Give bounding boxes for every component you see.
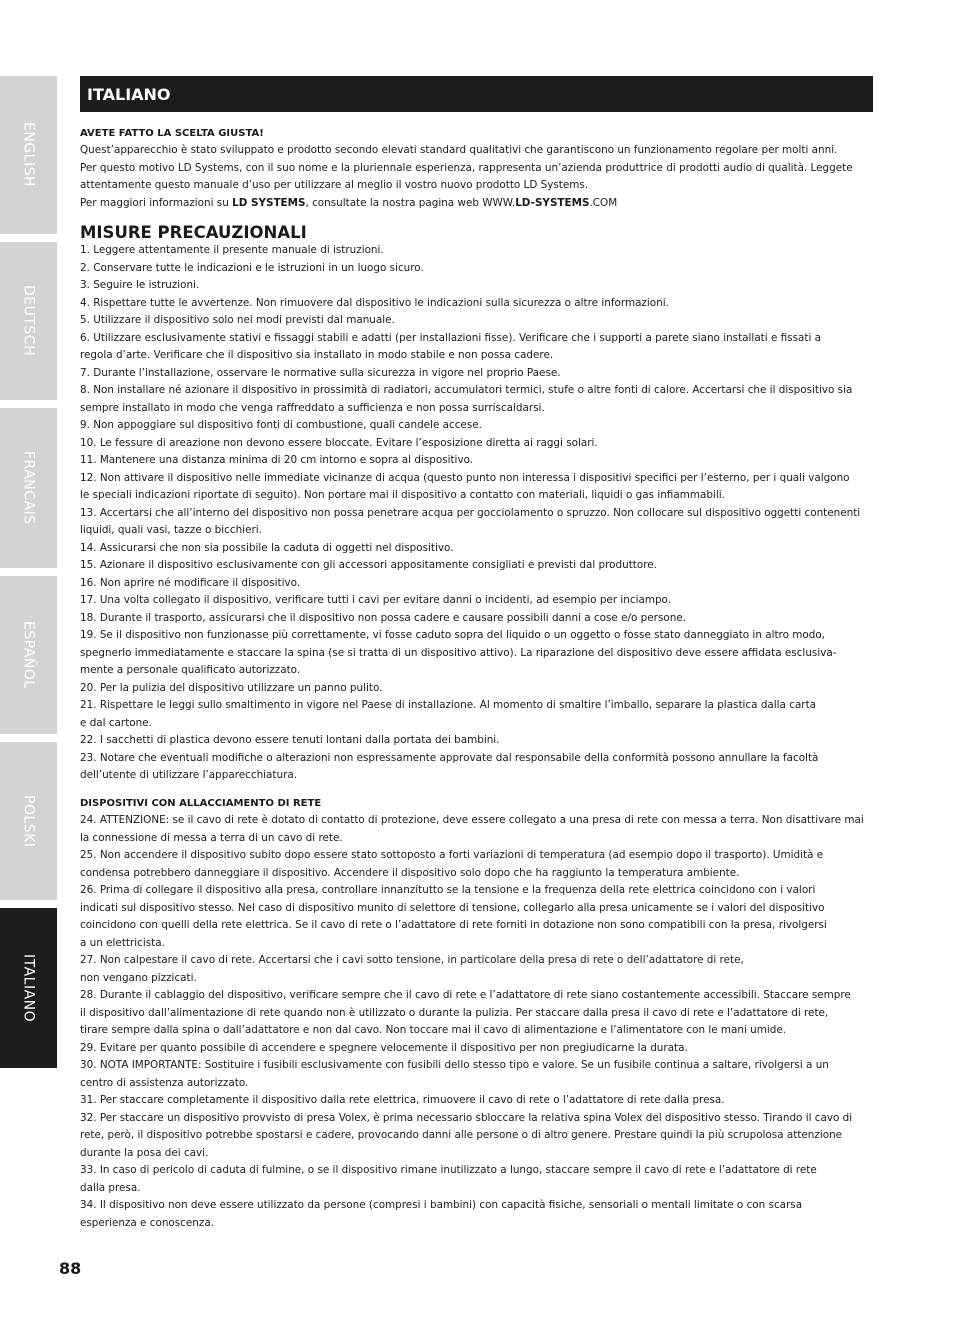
tab-english[interactable] bbox=[0, 76, 57, 234]
website-link[interactable]: LD-SYSTEMS bbox=[515, 196, 590, 209]
text-line: durante la posa dei cavi. bbox=[80, 1146, 209, 1159]
text-line: 22. I sacchetti di plastica devono essere tenuti lontani dalla portata dei bambini. bbox=[80, 734, 500, 746]
tab-polski[interactable] bbox=[0, 742, 57, 900]
text-line: il dispositivo dall’alimentazione di rete quando non è utilizzato o durante la pulizia. Per staccare dalla presa il cavo di rete e l’adattatore di rete, bbox=[80, 1006, 829, 1019]
tab-deutsch[interactable] bbox=[0, 242, 57, 400]
text-line: 14. Assicurarsi che non sia possibile la caduta di oggetti nel dispositivo. bbox=[80, 541, 454, 554]
text-line: 33. In caso di pericolo di caduta di fulmine, o se il dispositivo rimane inutilizzato a lungo, staccare sempre il cavo di rete e l’adattatore di rete bbox=[80, 1164, 817, 1176]
intro-line: Quest’apparecchio è stato sviluppato e prodotto secondo elevati standard qualitativi che garantiscono un funzionamento regolare per molti anni. bbox=[80, 144, 838, 156]
text-line: rete, però, il dispositivo potrebbe spostarsi e cadere, provocando danni alle persone o di altro genere. Prestare quindi la più scrupolosa attenzione bbox=[80, 1129, 843, 1141]
text-line: 11. Mantenere una distanza minima di 20 cm intorno e sopra al dispositivo. bbox=[80, 454, 474, 466]
text-line: 16. Non aprire né modificare il dispositivo. bbox=[80, 576, 301, 589]
text-line: 2. Conservare tutte le indicazioni e le istruzioni in un luogo sicuro. bbox=[80, 261, 424, 274]
text-line: 1. Leggere attentamente il presente manuale di istruzioni. bbox=[80, 244, 384, 256]
text-line: centro di assistenza autorizzato. bbox=[80, 1076, 249, 1089]
text-line: 15. Azionare il dispositivo esclusivamente con gli accessori appositamente consigliati e previsti dal produttore. bbox=[80, 559, 657, 571]
text-line: 8. Non installare né azionare il dispositivo in prossimità di radiatori, accumulatori termici, stufe o altre fonti di calore. Accertarsi che il dispositivo sia bbox=[80, 384, 853, 396]
text-line: le speciali indicazioni riportate di seguito). Non portare mai il dispositivo a contatto con materiali, liquidi o gas infiammabili. bbox=[80, 489, 725, 501]
text-line: regola d’arte. Verificare che il dispositivo sia installato in modo stabile e non possa cadere. bbox=[80, 349, 554, 361]
text-line: spegnerlo immediatamente e staccare la spina (se si tratta di un dispositivo attivo). La riparazione del dispositivo deve essere affidata esclusiva- bbox=[80, 646, 837, 659]
tab-label: FRANCAIS bbox=[20, 451, 37, 525]
text-line: sempre installato in modo che venga raffreddato a sufficienza e non possa surriscaldarsi. bbox=[80, 401, 545, 414]
text-line: 10. Le fessure di areazione non devono essere bloccate. Evitare l’esposizione diretta ai raggi solari. bbox=[80, 436, 598, 449]
intro-line: attentamente questo manuale d’uso per utilizzare al meglio il vostro nuovo prodotto LD Systems. bbox=[80, 179, 589, 191]
text-line: 30. NOTA IMPORTANTE: Sostituire i fusibili esclusivamente con fusibili dello stesso tipo e valore. Se un fusibile continua a saltare, rivolgersi a un bbox=[80, 1059, 829, 1071]
text-line: tirare sempre dalla spina o dall’adattatore e non dal cavo. Non toccare mai il cavo di alimentazione e l’alimentatore con le mani umide. bbox=[80, 1024, 787, 1036]
document-body bbox=[80, 125, 874, 1232]
text-line: 7. Durante l’installazione, osservare le normative sulla sicurezza in vigore nel proprio Paese. bbox=[80, 366, 561, 379]
text-line: non vengano pizzicati. bbox=[80, 971, 197, 984]
more-info-prefix: Per maggiori informazioni su bbox=[80, 196, 233, 209]
tab-espanol[interactable] bbox=[0, 576, 57, 734]
text-line: 6. Utilizzare esclusivamente stativi e fissaggi stabili e adatti (per installazioni fisse). Verificare che i supporti a parete siano installati e fissati a bbox=[80, 331, 822, 344]
text-line: 32. Per staccare un dispositivo provvisto di presa Volex, è prima necessario sbloccare la relativa spina Volex del dispositivo stesso. Tirando il cavo di bbox=[80, 1111, 853, 1124]
text-line: dell’utente di utilizzare l’apparecchiatura. bbox=[80, 769, 298, 781]
tab-label: DEUTSCH bbox=[20, 285, 37, 357]
text-line: 21. Rispettare le leggi sullo smaltimento in vigore nel Paese di installazione. Al momento di smaltire l’imballo, separare la plastica dalla carta bbox=[80, 699, 817, 711]
text-line: 3. Seguire le istruzioni. bbox=[80, 279, 200, 291]
tab-label: POLSKI bbox=[20, 794, 37, 848]
tab-label: ENGLISH bbox=[20, 122, 37, 188]
text-line: 12. Non attivare il dispositivo nelle immediate vicinanze di acqua (questo punto non interessa i dispositivi specifici per l’esterno, per i quali valgono bbox=[80, 471, 850, 484]
text-line: dalla presa. bbox=[80, 1181, 141, 1194]
text-line: 20. Per la pulizia del dispositivo utilizzare un panno pulito. bbox=[80, 681, 383, 694]
text-line: liquidi, quali vasi, tazze o bicchieri. bbox=[80, 524, 262, 536]
text-line: 23. Notare che eventuali modifiche o alterazioni non espressamente approvate dal responsabile della conformità possono annullare la facoltà bbox=[80, 751, 819, 764]
text-line: 26. Prima di collegare il dispositivo alla presa, controllare innanzitutto se la tensione e la frequenza della rete elettrica coincidono con i valori bbox=[80, 884, 816, 896]
mains-list bbox=[80, 812, 874, 1232]
text-line: 4. Rispettare tutte le avvertenze. Non rimuovere dal dispositivo le indicazioni sulla sicurezza o altre informazioni. bbox=[80, 296, 669, 309]
text-line: esperienza e conoscenza. bbox=[80, 1216, 214, 1229]
text-line: la connessione di messa a terra di un cavo di rete. bbox=[80, 831, 343, 844]
tab-francais[interactable] bbox=[0, 408, 57, 568]
page-number: 88 bbox=[59, 1259, 82, 1278]
text-line: e dal cartone. bbox=[80, 716, 152, 729]
tab-italiano[interactable] bbox=[0, 908, 57, 1068]
text-line: 28. Durante il cablaggio del dispositivo, verificare sempre che il cavo di rete e l’adattatore di rete siano costantemente accessibili. Staccare sempre bbox=[80, 989, 851, 1001]
text-line: 19. Se il dispositivo non funzionasse più correttamente, vi fosse caduto sopra del liquido o un oggetto o fosse stato danneggiato in altro modo, bbox=[80, 629, 825, 641]
text-line: mente a personale qualificato autorizzato. bbox=[80, 664, 301, 676]
text-line: 5. Utilizzare il dispositivo solo nei modi previsti dal manuale. bbox=[80, 314, 395, 326]
text-line: 25. Non accendere il dispositivo subito dopo essere stato sottoposto a forti variazioni di temperatura (ad esempio dopo il trasporto). Umidità e bbox=[80, 849, 824, 861]
intro-more-info bbox=[80, 195, 874, 213]
more-info-mid: , consultate la nostra pagina web WWW. bbox=[305, 196, 516, 209]
text-line: 31. Per staccare completamente il dispositivo dalla rete elettrica, rimuovere il cavo di rete o l’adattatore di rete dalla presa. bbox=[80, 1094, 725, 1106]
text-line: 13. Accertarsi che all’interno del dispositivo non possa penetrare acqua per gocciolamento o spruzzo. Non collocare sul dispositivo oggetti contenenti bbox=[80, 506, 861, 519]
section-header-bar bbox=[80, 76, 873, 112]
text-line: a un elettricista. bbox=[80, 936, 165, 949]
precautions-title: MISURE PRECAUZIONALI bbox=[80, 223, 307, 242]
text-line: coincidono con quelli della rete elettrica. Se il cavo di rete o l’adattatore di rete forniti in dotazione non sono compatibili con la presa, rivolgersi bbox=[80, 919, 827, 931]
intro-line: Per questo motivo LD Systems, con il suo nome e la pluriennale esperienza, rappresenta un’azienda produttrice di prodotti audio di qualità. Leggete bbox=[80, 161, 853, 174]
brand-name: LD SYSTEMS bbox=[232, 196, 306, 209]
tab-label: ESPAÑOL bbox=[20, 621, 37, 689]
intro-heading: AVETE FATTO LA SCELTA GIUSTA! bbox=[80, 128, 264, 139]
page-title: ITALIANO bbox=[87, 84, 171, 104]
precautions-list bbox=[80, 242, 874, 785]
text-line: 9. Non appoggiare sul dispositivo fonti di combustione, quali candele accese. bbox=[80, 419, 482, 431]
text-line: 29. Evitare per quanto possibile di accendere e spegnere velocemente il dispositivo per non pregiudicarne la durata. bbox=[80, 1041, 688, 1054]
tab-label: ITALIANO bbox=[20, 953, 37, 1023]
mains-title: DISPOSITIVI CON ALLACCIAMENTO DI RETE bbox=[80, 797, 322, 809]
text-line: 27. Non calpestare il cavo di rete. Accertarsi che i cavi sotto tensione, in particolare della presa di rete o dell’adattatore di rete, bbox=[80, 954, 744, 966]
website-suffix: .COM bbox=[589, 196, 618, 209]
text-line: 24. ATTENZIONE: se il cavo di rete è dotato di contatto di protezione, deve essere collegato a una presa di rete con messa a terra. Non disattivare mai bbox=[80, 814, 864, 826]
text-line: condensa potrebbero danneggiare il dispositivo. Accendere il dispositivo solo dopo che ha raggiunto la temperatura ambiente. bbox=[80, 866, 740, 879]
text-line: 18. Durante il trasporto, assicurarsi che il dispositivo non possa cadere e causare possibili danni a cose e/o persone. bbox=[80, 611, 686, 624]
text-line: 34. Il dispositivo non deve essere utilizzato da persone (compresi i bambini) con capacità fisiche, sensoriali o mentali limitate o con scarsa bbox=[80, 1199, 803, 1211]
text-line: 17. Una volta collegato il dispositivo, verificare tutti i cavi per evitare danni o incidenti, ad esempio per inciampo. bbox=[80, 594, 672, 606]
text-line: indicati sul dispositivo stesso. Nel caso di dispositivo munito di selettore di tensione, collegarlo alla presa unicamente se i valori del dispositivo bbox=[80, 901, 825, 914]
